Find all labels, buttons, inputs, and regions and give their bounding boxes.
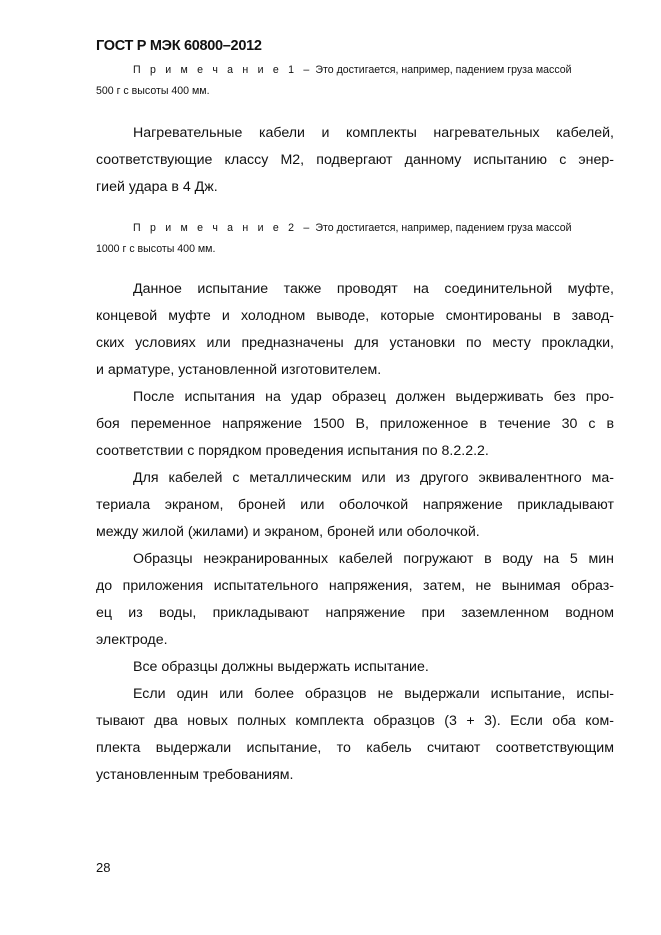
paragraph-line: между жилой (жилами) и экраном, броней или оболочкой. xyxy=(96,524,480,540)
note-2-label: П р и м е ч а н и е 2 – xyxy=(133,222,313,234)
body-text xyxy=(96,276,614,789)
paragraph-line: установленным требованиям. xyxy=(96,767,294,783)
note-1-line-2: 500 г с высоты 400 мм. xyxy=(96,85,210,97)
note-1-text: Это достигается, например, падением груза массой xyxy=(312,64,572,76)
paragraph-line: ских условиях или предназначены для установки по месту прокладки, xyxy=(96,335,614,351)
paragraph-line: Все образцы должны выдержать испытание. xyxy=(133,659,429,675)
note-1-label: П р и м е ч а н и е 1 – xyxy=(133,64,313,76)
paragraph-line: до приложения испытательного напряжения, затем, не вынимая образ- xyxy=(96,578,614,594)
note-2 xyxy=(96,218,606,260)
standard-header: ГОСТ Р МЭК 60800–2012 xyxy=(96,38,262,54)
note-2-line-1 xyxy=(96,218,606,239)
paragraph-line: Данное испытание также проводят на соединительной муфте, xyxy=(133,281,614,297)
paragraph-line: ец из воды, прикладывают напряжение при заземленном водном xyxy=(96,605,614,621)
paragraph-line: соответствующие классу М2, подвергают данному испытанию с энер- xyxy=(96,152,614,168)
paragraph-line: Если один или более образцов не выдержали испытание, испы- xyxy=(133,686,614,702)
paragraph-line: Образцы неэкранированных кабелей погружают в воду на 5 мин xyxy=(133,551,614,567)
paragraph-line: После испытания на удар образец должен выдерживать без про- xyxy=(133,389,614,405)
paragraph-heating-cables xyxy=(96,120,614,201)
paragraph-line: боя переменное напряжение 1500 В, приложенное в течение 30 с в xyxy=(96,416,614,432)
page-number: 28 xyxy=(96,860,111,875)
paragraph-line: Нагревательные кабели и комплекты нагревательных кабелей, xyxy=(133,125,614,141)
paragraph-line: плекта выдержали испытание, то кабель считают соответствующим xyxy=(96,740,614,756)
paragraph-line: соответствии с порядком проведения испытания по 8.2.2.2. xyxy=(96,443,489,459)
paragraph-line: Для кабелей с металлическим или из другого эквивалентного ма- xyxy=(133,470,614,486)
paragraph-line: гией удара в 4 Дж. xyxy=(96,179,218,195)
note-1 xyxy=(96,60,606,102)
note-2-line-2: 1000 г с высоты 400 мм. xyxy=(96,243,216,255)
paragraph-line: териала экраном, броней или оболочкой напряжение прикладывают xyxy=(96,497,614,513)
paragraph-line: электроде. xyxy=(96,632,168,648)
note-1-line-1 xyxy=(96,60,606,81)
note-2-text: Это достигается, например, падением груза массой xyxy=(312,222,572,234)
paragraph-line: тывают два новых полных комплекта образцов (3 + 3). Если оба ком- xyxy=(96,713,614,729)
paragraph-line: концевой муфте и холодном выводе, которые смонтированы в завод- xyxy=(96,308,614,324)
paragraph-line: и арматуре, установленной изготовителем. xyxy=(96,362,382,378)
